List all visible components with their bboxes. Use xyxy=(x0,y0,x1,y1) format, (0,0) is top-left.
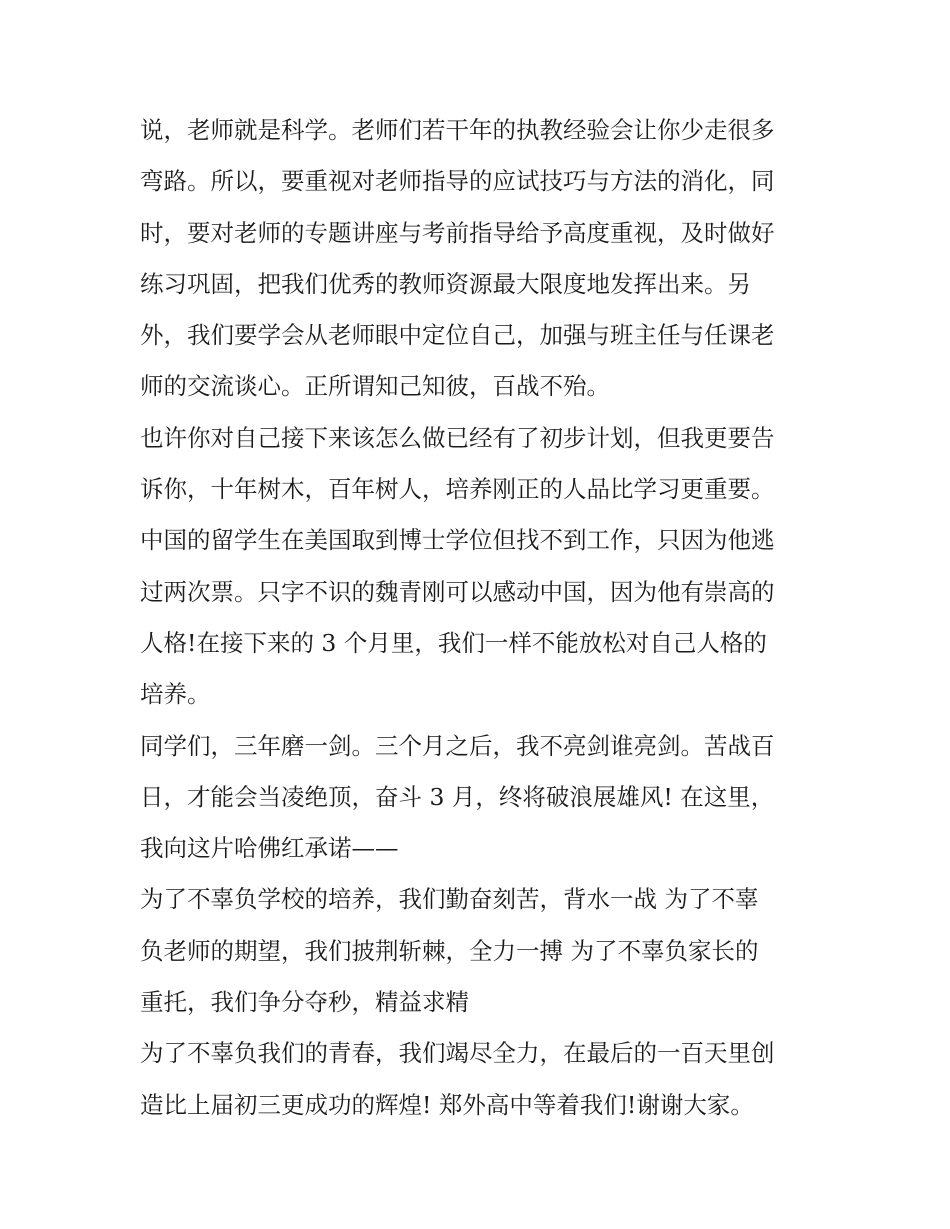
text-line: 日，才能会当凌绝顶，奋斗 3 月，终将破浪展雄风! 在这里， xyxy=(140,782,775,811)
text-line: 同学们，三年磨一剑。三个月之后，我不亮剑谁亮剑。苦战百 xyxy=(140,731,775,760)
text-line: 外，我们要学会从老师眼中定位自己，加强与班主任与任课老 xyxy=(140,321,775,350)
text-line: 人格!在接下来的 3 个月里，我们一样不能放松对自己人格的 xyxy=(140,628,767,657)
text-line: 诉你，十年树木，百年树人，培养刚正的人品比学习更重要。 xyxy=(140,475,775,504)
text-line: 造比上届初三更成功的辉煌! 郑外高中等着我们!谢谢大家。 xyxy=(140,1090,754,1119)
text-line: 为了不辜负学校的培养，我们勤奋刻苦，背水一战 为了不辜 xyxy=(140,885,759,914)
text-line: 弯路。所以，要重视对老师指导的应试技巧与方法的消化，同 xyxy=(140,167,775,196)
text-line: 我向这片哈佛红承诺—— xyxy=(140,834,399,863)
text-line: 也许你对自己接下来该怎么做已经有了初步计划，但我更要告 xyxy=(140,423,775,452)
text-line: 重托，我们争分夺秒，精益求精 xyxy=(140,988,469,1017)
text-line: 说，老师就是科学。老师们若干年的执教经验会让你少走很多 xyxy=(140,116,775,144)
text-line: 为了不辜负我们的青春，我们竭尽全力，在最后的一百天里创 xyxy=(140,1039,775,1068)
text-line: 负老师的期望，我们披荆斩棘，全力一搏 为了不辜负家长的 xyxy=(140,936,759,965)
text-line: 练习巩固，把我们优秀的教师资源最大限度地发挥出来。另 xyxy=(140,269,751,298)
text-line: 师的交流谈心。正所谓知己知彼，百战不殆。 xyxy=(140,372,610,401)
body-text xyxy=(140,105,820,1131)
text-line: 培养。 xyxy=(140,680,211,709)
text-line: 过两次票。只字不识的魏青刚可以感动中国，因为他有崇高的 xyxy=(140,577,775,606)
text-line: 时，要对老师的专题讲座与考前指导给予高度重视，及时做好 xyxy=(140,218,775,247)
text-line: 中国的留学生在美国取到博士学位但找不到工作，只因为他逃 xyxy=(140,526,775,555)
